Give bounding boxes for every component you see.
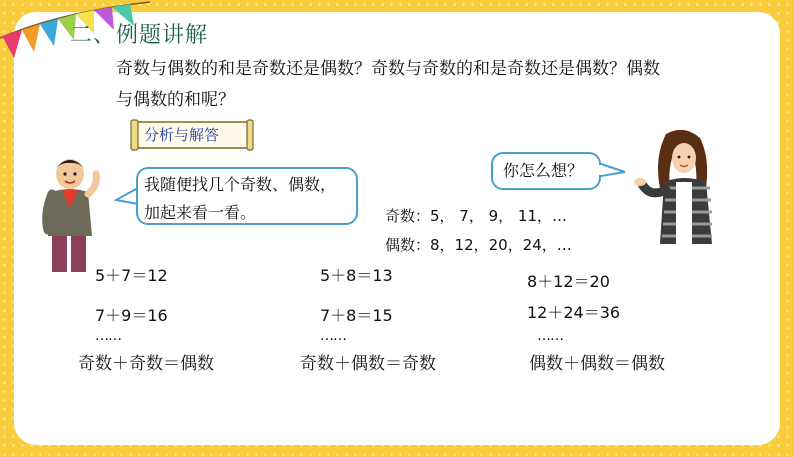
- odd-sequence: 奇数：5， 7， 9， 11，…: [385, 207, 568, 225]
- teacher-illustration: [632, 128, 732, 244]
- boy-speech-bubble: 我随便找几个奇数、偶数，加起来看一看。: [136, 167, 358, 225]
- analysis-label-text: 分析与解答: [144, 126, 220, 144]
- ellipsis-col-1: ……: [95, 328, 121, 344]
- ellipsis-col-2: ……: [320, 328, 346, 344]
- flag-1: [2, 30, 22, 58]
- rule-odd-plus-even: 奇数＋偶数＝奇数: [300, 354, 436, 374]
- girl-bubble-tail: [599, 160, 627, 180]
- ellipsis-col-3: ……: [537, 328, 563, 344]
- analysis-label: [130, 119, 254, 151]
- rule-even-plus-even: 偶数＋偶数＝偶数: [529, 354, 665, 374]
- equation-odd-even-2: 7＋8＝15: [320, 306, 393, 325]
- rule-odd-plus-odd: 奇数＋奇数＝偶数: [78, 354, 214, 374]
- equation-even-even-2: 12＋24＝36: [527, 303, 621, 322]
- question-text: 奇数与偶数的和是奇数还是偶数？奇数与奇数的和是奇数还是偶数？偶数与偶数的和呢？: [116, 59, 660, 110]
- girl-speech-bubble: 你怎么想？: [491, 152, 601, 190]
- equation-odd-odd-2: 7＋9＝16: [95, 306, 168, 325]
- equation-even-even-1: 8＋12＝20: [527, 272, 610, 291]
- equation-odd-even-1: 5＋8＝13: [320, 266, 393, 285]
- boy-illustration: [38, 156, 108, 274]
- equation-odd-odd-1: 5＋7＝12: [95, 266, 168, 285]
- even-sequence: 偶数：8，12，20，24，…: [385, 236, 572, 254]
- section-title: 二、例题讲解: [70, 23, 209, 48]
